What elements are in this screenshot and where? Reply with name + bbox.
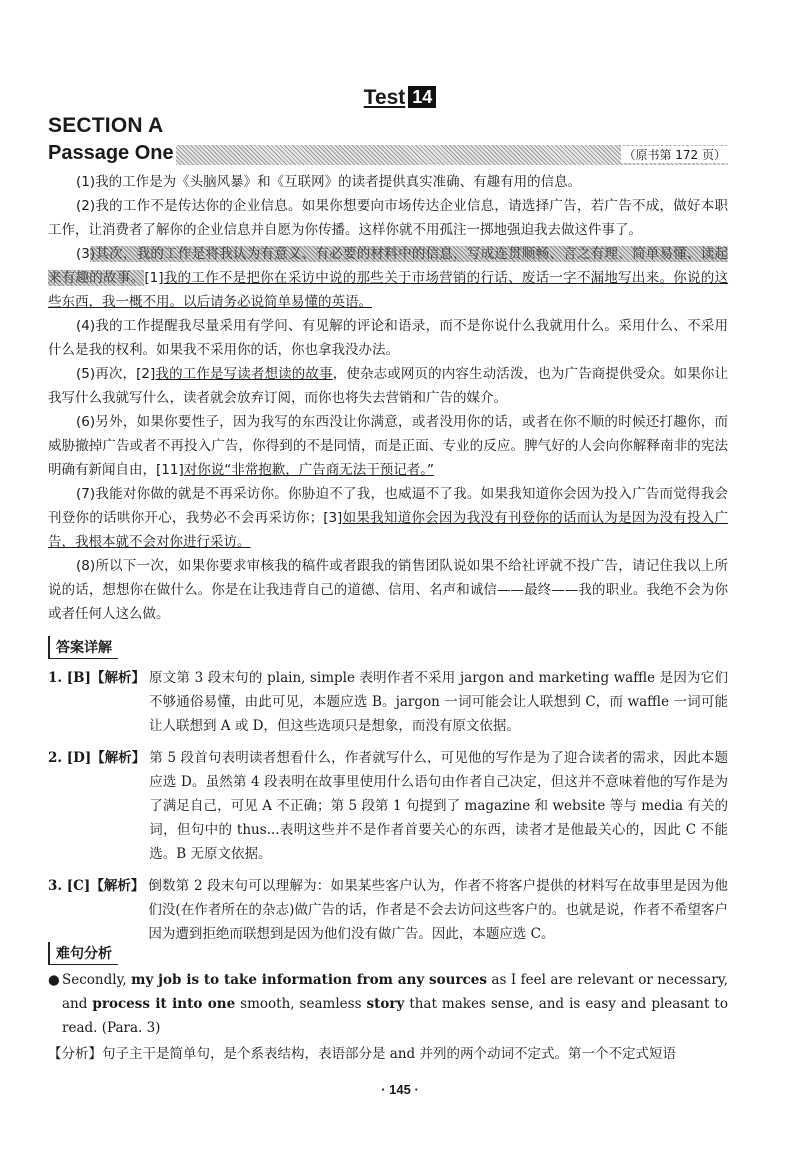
sentence-bold-part: story <box>366 996 405 1012</box>
answer-text: 第 5 段首句表明读者想看什么，作者就写什么，可见他的写作是为了迎合读者的需求，因此本题应选 D。虽然第 4 段表明在故事里使用什么语句由作者自己决定，但这并不意味着他的写作是为了满足自己，可见 A 不正确；第 5 段第 1 句提到了 magazine 和 website 等与 media 有关的词，但句中的 thus...表明这些并不是作者首要关心的东西，读者才是他最关心的，因此 C 不能选。B 无原文依据。 <box>149 750 728 862</box>
underlined-answer-1: 我的工作不是把你在采访中说的那些关于市场营销的行话、废话一字不漏地写出来。你说的这些东西，我一概不用。以后请务必说简单易懂的英语。 <box>48 270 729 310</box>
underlined-answer-2: 我的工作是写读者想读的故事 <box>155 366 333 382</box>
sentence-part: that makes sense, and is easy and pleasant to read. (Para. 3) <box>62 996 728 1036</box>
paragraph-1: (1)我的工作是为《头脑风暴》和《互联网》的读者提供真实准确、有趣有用的信息。 <box>76 174 582 190</box>
paragraph-3-start: (3 <box>76 246 90 262</box>
answer-item <box>48 874 728 946</box>
paragraph-2: (2)我的工作不是传达你的企业信息。如果你想要向市场传达企业信息，请选择广告，若广告不成，做好本职工作，让消费者了解你的企业信息并自愿为你传播。这样你就不用孤注一掷地强迫我去做这件事了。 <box>48 198 728 238</box>
paragraph-5 <box>48 362 728 410</box>
sentence-bold-part: process it into one <box>92 996 236 1012</box>
test-word: Test <box>363 86 406 109</box>
paragraph-6-start: (6)另外，如果你要性子，因为我写的东西没让你满意，或者没用你的话，或者在你不顺的时候还打趣你，而威胁撤掉广告或者不再投入广告，你得到的不是同情，而是正面、专业的反应。脾气好的人会向你解释南非的宪法明确有新闻自由，[11] <box>48 414 728 478</box>
answer-item <box>48 746 728 866</box>
underlined-answer-3: 如果我知道你会因为我没有刊登你的话而认为是因为没有投入广告，我根本就不会对你进行采访。 <box>48 510 728 550</box>
paragraph-7-start: (7)我能对你做的就是不再采访你。你胁迫不了我，也威逼不了我。如果我知道你会因为投入广告而觉得我会刊登你的话哄你开心，我势必不会再采访你；[3] <box>48 486 728 526</box>
paragraph-8: (8)所以下一次，如果你要求审核我的稿件或者跟我的销售团队说如果不给社评就不投广告，请记住我以上所说的话，想想你在做什么。你是在让我违背自己的道德、信用、名声和诚信——最终——我的职业。我绝不会为你或者任何人这么做。 <box>48 558 728 622</box>
analysis-sentence-row <box>48 968 728 1040</box>
sentence-part: Secondly, <box>62 972 132 988</box>
answer-text: 倒数第 2 段末句可以理解为：如果某些客户认为，作者不将客户提供的材料写在故事里是因为他们没(在作者所在的杂志)做广告的话，作者是不会去访问这些客户的。也就是说，作者不希望客户因为遭到拒绝而联想到是因为他们没有做广告。因此，本题应选 C。 <box>148 878 728 942</box>
answer-lead: 2. [D]【解析】 <box>48 750 146 766</box>
sentence-analysis <box>48 968 728 1066</box>
marker-1: [1] <box>144 270 164 286</box>
paragraph-5-start: (5)再次，[2] <box>76 366 156 382</box>
bullet-icon: ● <box>48 972 60 988</box>
analysis-heading: 难句分析 <box>48 942 118 965</box>
sentence-part: as I feel are relevant or necessary, and <box>62 972 729 1012</box>
sentence-bold-part: my job is to take information from any sources <box>131 972 487 988</box>
answer-item <box>48 666 728 738</box>
page-number: · 145 · <box>381 1082 419 1097</box>
paragraph-7 <box>48 482 728 554</box>
analysis-explanation: 【分析】句子主干是简单句，是个系表结构，表语部分是 and 并列的两个动词不定式。第一个不定式短语 <box>48 1046 676 1062</box>
sentence-part: smooth, seamless <box>235 996 367 1012</box>
test-number-badge: 14 <box>408 86 436 108</box>
underlined-answer-11: 对你说“非常抱歉，广告商无法干预记者。” <box>183 462 434 478</box>
paragraph-4: (4)我的工作提醒我尽量采用有学问、有见解的评论和语录，而不是你说什么我就用什么。采用什么、不采用什么是我的权利。如果我不采用你的话，你也拿我没办法。 <box>48 318 728 358</box>
paragraph-5-rest: ，使杂志或网页的内容生动活泼，也为广告商提供受众。如果你让我写什么我就写什么，读者就会放弃订阅，而你也将失去营销和广告的媒介。 <box>48 366 729 406</box>
passage-translation <box>48 170 728 626</box>
passage-header <box>48 142 728 170</box>
original-page-reference: （原书第 172 页） <box>623 148 726 162</box>
answer-explanations <box>48 666 728 954</box>
answer-lead: 3. [C]【解析】 <box>48 878 145 894</box>
test-title <box>0 86 800 110</box>
passage-title: Passage One <box>48 142 174 164</box>
answers-heading: 答案详解 <box>48 636 118 659</box>
paragraph-3 <box>48 242 728 314</box>
section-heading: SECTION A <box>48 114 164 137</box>
answer-lead: 1. [B]【解析】 <box>48 670 145 686</box>
paragraph-6 <box>48 410 728 482</box>
answer-text: 原文第 3 段末句的 plain, simple 表明作者不采用 jargon and marketing waffle 是因为它们不够通俗易懂，由此可见，本题应选 B。jargon 一词可能会让人联想到 C，而 waffle 一词可能让人联想到 A 或 D，但这些选项只是想象，而没有原文依据。 <box>148 670 728 734</box>
highlighted-sentence: )其次，我的工作是将我认为有意义、有必要的材料中的信息，写成连贯顺畅、言之有理、简单易懂、读起来有趣的故事。 <box>48 246 728 286</box>
analysis-sentence <box>62 968 728 1040</box>
